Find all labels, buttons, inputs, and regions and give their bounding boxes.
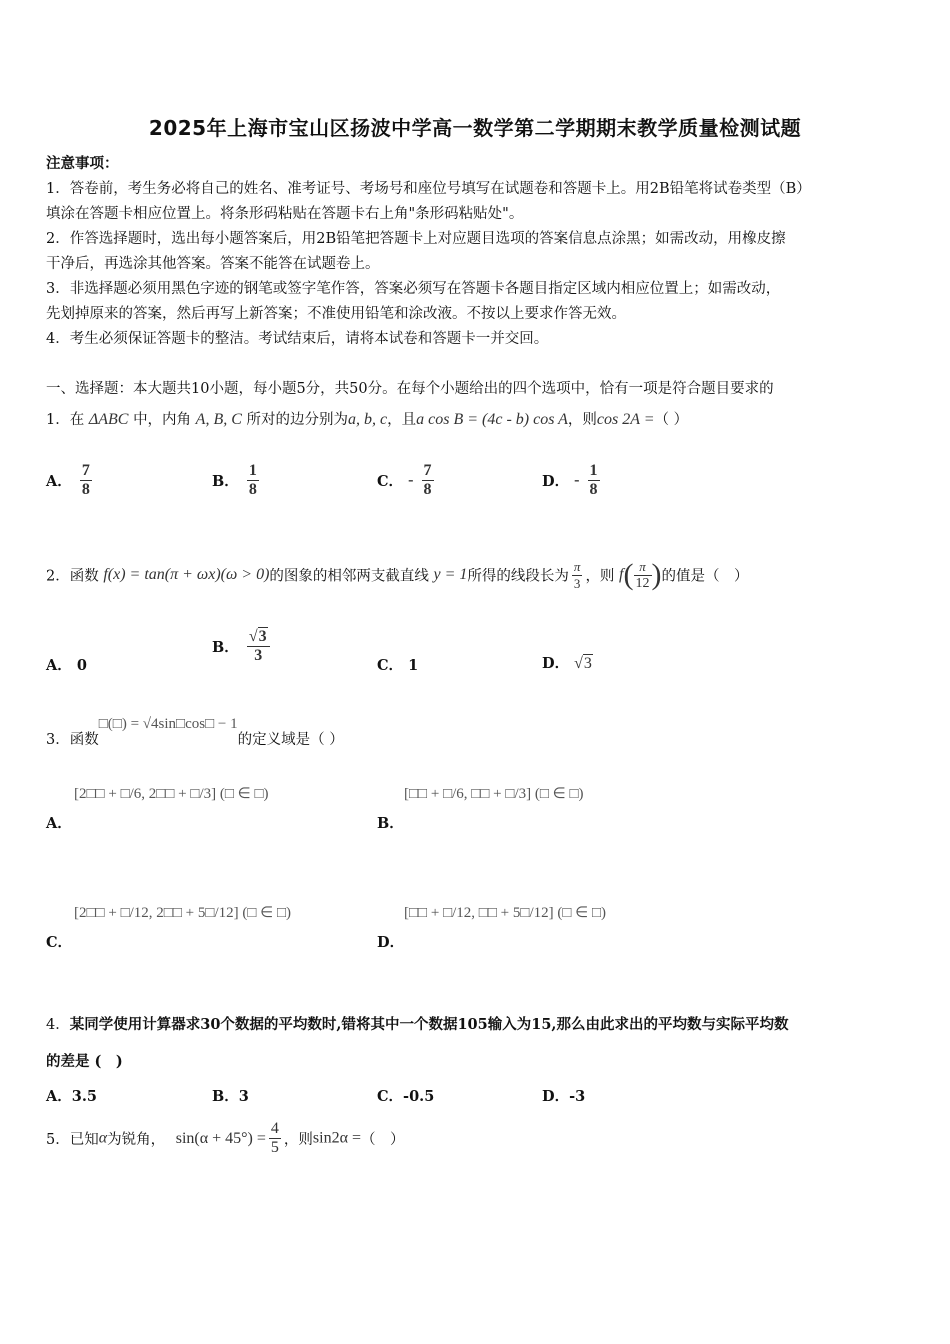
q2-option-c[interactable]: [377, 654, 418, 675]
math-expr: sin2α =: [312, 1129, 361, 1147]
fraction: [80, 462, 92, 499]
numerator: 1: [248, 462, 257, 479]
option-label: D．: [542, 655, 570, 672]
option-label: C．: [377, 1088, 404, 1105]
q4-option-d[interactable]: [542, 1085, 585, 1106]
denominator: 12: [635, 575, 650, 591]
fraction: [588, 462, 600, 499]
q3-option-c-expr: [2□□ + □/12, 2□□ + 5□/12] (□ ∈ □): [74, 905, 292, 921]
denominator: 3: [572, 575, 583, 592]
question-text: ，则: [283, 1132, 313, 1148]
notice-line: 干净后，再选涂其他答案。答案不能答在试题卷上。: [46, 256, 380, 272]
option-label: D．: [542, 473, 570, 490]
question-number: 2．: [46, 568, 70, 585]
option-label: B．: [212, 473, 239, 490]
math-expr: α: [98, 1129, 108, 1147]
math-expr: f(x) = tan(π + ωx)(ω > 0): [103, 566, 270, 583]
q2-option-a[interactable]: [46, 654, 87, 675]
denominator: 8: [423, 481, 432, 498]
notice-line: 2．作答选择题时，选出每小题答案后，用2B铅笔把答题卡上对应题目选项的答案信息点涂黑；如需改动，用橡皮擦: [46, 231, 786, 247]
radicand: 3: [258, 628, 267, 645]
fraction: [634, 559, 652, 592]
option-value: -3: [569, 1088, 586, 1105]
question-number: 5．: [46, 1132, 70, 1148]
question-text: 函数: [69, 732, 99, 748]
q3-option-b[interactable]: B．: [377, 815, 404, 832]
question-number: 3．: [46, 732, 70, 748]
q3-option-a[interactable]: A．: [46, 815, 72, 832]
option-label: D．: [542, 1088, 570, 1105]
question-3: [46, 716, 344, 749]
question-text: （ ）: [654, 412, 689, 428]
math-expr: sin(α + 45°) =: [175, 1129, 266, 1147]
denominator: 3: [247, 646, 270, 665]
math-expr: cos 2A =: [596, 411, 655, 428]
math-expr: y = 1: [433, 566, 468, 583]
math-image: □(□) = √4sin□cos□ − 1: [98, 716, 238, 732]
radicand: 3: [583, 655, 592, 672]
sqrt-expr: √3: [574, 655, 592, 672]
q4-option-c[interactable]: [377, 1085, 434, 1106]
notice-line: 先划掉原来的答案，然后再写上新答案；不准使用铅笔和涂改液。不按以上要求作答无效。: [46, 306, 626, 322]
question-text: ，且: [387, 412, 417, 428]
numerator: 7: [81, 462, 90, 479]
option-label: A．: [46, 1088, 72, 1105]
denominator: 8: [248, 481, 257, 498]
q3-option-a-expr: [2□□ + □/6, 2□□ + □/3] (□ ∈ □): [74, 786, 269, 802]
question-text: 为锐角，: [107, 1132, 166, 1148]
option-label: A．: [46, 657, 72, 674]
question-5: [46, 1120, 404, 1157]
question-text: 已知: [69, 1132, 99, 1148]
question-text: ，则: [567, 412, 597, 428]
question-text: 函数: [69, 568, 99, 585]
question-2: [46, 558, 749, 592]
math-expr: f: [619, 566, 624, 583]
option-value: 3: [238, 1088, 249, 1105]
option-label: C．: [377, 473, 404, 490]
question-1: [46, 408, 688, 429]
option-sign: -: [574, 471, 580, 489]
option-label: B．: [212, 1088, 239, 1105]
question-4-cont: 的差是 ( ): [46, 1053, 123, 1070]
q3-option-d[interactable]: D．: [377, 934, 405, 951]
paren-right: ): [651, 558, 662, 591]
section-heading: 一、选择题：本大题共10小题，每小题5分，共50分。在每个小题给出的四个选项中，恰有一项是符合题目要求的: [46, 381, 774, 397]
q2-option-b[interactable]: [212, 628, 273, 665]
option-label: C．: [377, 657, 404, 674]
notice-heading: 注意事项：: [46, 155, 119, 172]
question-number: 4．: [46, 1017, 70, 1033]
question-number: 1．: [46, 412, 70, 428]
numerator: π: [573, 558, 581, 574]
q3-option-b-expr: [□□ + □/6, □□ + □/3] (□ ∈ □): [404, 786, 584, 802]
denominator: 8: [589, 481, 598, 498]
question-text: 的图象的相邻两支截直线: [269, 568, 429, 585]
math-expr: ΔABC: [88, 411, 129, 428]
numerator: 1: [589, 462, 598, 479]
q3-option-d-expr: [□□ + □/12, □□ + 5□/12] (□ ∈ □): [404, 905, 607, 921]
fraction: [269, 1120, 281, 1157]
option-label: A．: [46, 473, 72, 490]
q3-option-c[interactable]: C．: [46, 934, 73, 951]
math-expr: A, B, C: [195, 411, 242, 428]
notice-line: 4．考生必须保证答题卡的整洁。考试结束后，请将本试卷和答题卡一并交回。: [46, 331, 549, 347]
numerator: 7: [423, 462, 432, 479]
question-text: （ ）: [360, 1132, 405, 1148]
numerator: √3: [248, 628, 267, 645]
option-sign: -: [408, 471, 414, 489]
q1-option-c[interactable]: [377, 462, 437, 499]
option-value: -0.5: [403, 1088, 435, 1105]
numerator: 4: [270, 1120, 279, 1137]
fraction: [572, 559, 583, 592]
math-expr: a, b, c: [348, 411, 388, 428]
denominator: 5: [270, 1139, 279, 1156]
option-value: 0: [76, 657, 87, 674]
q1-option-a[interactable]: [46, 462, 95, 499]
notice-line: 填涂在答题卡相应位置上。将条形码粘贴在答题卡右上角"条形码粘贴处"。: [46, 206, 524, 222]
denominator: 8: [81, 481, 90, 498]
paren-left: (: [623, 558, 634, 591]
question-text: 的值是（ ）: [661, 568, 749, 585]
q4-option-a[interactable]: [46, 1085, 97, 1106]
question-text: 的定义域是（ ）: [237, 732, 344, 748]
question-text: 在: [69, 412, 85, 428]
page-title: 2025年上海市宝山区扬波中学高一数学第二学期期末教学质量检测试题: [148, 116, 802, 140]
question-text: 中，内角: [133, 412, 192, 428]
question-text: ，则: [585, 568, 615, 585]
option-label: B．: [212, 639, 239, 656]
q4-option-b[interactable]: [212, 1085, 249, 1106]
option-value: 1: [408, 657, 419, 674]
math-expr: a cos B = (4c - b) cos A: [416, 411, 568, 428]
question-text: 所得的线段长为: [467, 568, 569, 585]
question-4: [46, 1013, 788, 1034]
notice-line: 1．答卷前，考生务必将自己的姓名、准考证号、考场号和座位号填写在试题卷和答题卡上。用2B铅笔将试卷类型（B）: [46, 181, 811, 197]
option-value: 3.5: [71, 1088, 97, 1105]
q2-option-d[interactable]: [542, 652, 593, 673]
numerator: π: [639, 558, 646, 574]
q1-option-b[interactable]: [212, 462, 262, 499]
q1-option-d[interactable]: [542, 462, 603, 499]
question-text: 所对的边分别为: [246, 412, 348, 428]
fraction: [247, 628, 270, 665]
notice-line: 3．非选择题必须用黑色字迹的钢笔或签字笔作答，答案必须写在答题卡各题目指定区域内相应位置上；如需改动，: [46, 281, 781, 297]
question-text: 某同学使用计算器求30个数据的平均数时,错将其中一个数据105输入为15,那么由此求出的平均数与实际平均数: [69, 1016, 789, 1033]
fraction: [422, 462, 434, 499]
fraction: [247, 462, 259, 499]
